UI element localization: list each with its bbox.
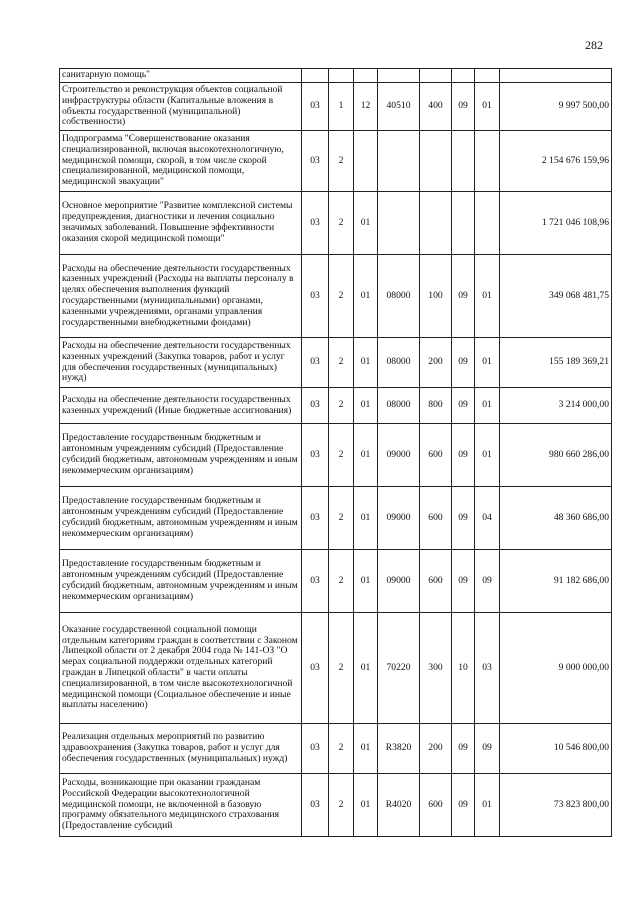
expense-type-code: 600 — [420, 424, 452, 487]
row-amount — [500, 69, 612, 83]
row-amount: 1 721 046 108,96 — [500, 192, 612, 255]
subsection-code: 03 — [475, 613, 500, 724]
section-code: 09 — [452, 724, 475, 774]
subsection-code: 01 — [475, 424, 500, 487]
row-amount: 3 214 000,00 — [500, 388, 612, 424]
subsection-code: 09 — [475, 550, 500, 613]
expense-type-code: 600 — [420, 550, 452, 613]
subsection-code: 01 — [475, 255, 500, 338]
event-code: 01 — [354, 724, 378, 774]
event-code: 01 — [354, 255, 378, 338]
row-description: Оказание государственной социальной помощи отдельным категориям граждан в соответствии с Законом Липецкой области от 2 декабря 2004 года № 141-ОЗ "О мерах социальной поддержки отдельных категорий граждан в Липецкой области" в части оплаты специализированной, в том числе высокотехнологичной медицинской помощи (Социальное обеспечение и иные выплаты населению) — [60, 613, 302, 724]
section-code: 09 — [452, 550, 475, 613]
direction-code — [378, 69, 420, 83]
row-amount: 48 360 686,00 — [500, 487, 612, 550]
row-description: Расходы на обеспечение деятельности государственных казенных учреждений (Расходы на выплаты персоналу в целях обеспечения выполнения функций государственными (муниципальными) органами, казенными учреждениями, органами управления государственными внебюджетными фондами) — [60, 255, 302, 338]
direction-code: 09000 — [378, 550, 420, 613]
direction-code: 40510 — [378, 83, 420, 131]
program-code: 03 — [302, 613, 329, 724]
event-code — [354, 69, 378, 83]
event-code: 01 — [354, 487, 378, 550]
program-code: 03 — [302, 424, 329, 487]
page-number: 282 — [585, 38, 603, 52]
program-code: 03 — [302, 83, 329, 131]
row-amount: 91 182 686,00 — [500, 550, 612, 613]
row-amount: 9 997 500,00 — [500, 83, 612, 131]
section-code — [452, 131, 475, 192]
event-code: 01 — [354, 613, 378, 724]
program-code: 03 — [302, 388, 329, 424]
subprogram-code: 2 — [329, 192, 354, 255]
row-description: Основное мероприятие "Развитие комплексной системы предупреждения, диагностики и лечения социально значимых заболеваний. Повышение эффективности оказания скорой медицинской помощи" — [60, 192, 302, 255]
subsection-code: 09 — [475, 724, 500, 774]
section-code: 09 — [452, 487, 475, 550]
expense-type-code: 300 — [420, 613, 452, 724]
section-code: 09 — [452, 774, 475, 837]
table-row — [60, 388, 612, 424]
table-row — [60, 550, 612, 613]
direction-code: 70220 — [378, 613, 420, 724]
section-code — [452, 69, 475, 83]
row-description: Расходы, возникающие при оказании гражданам Российской Федерации высокотехнологичной медицинской помощи, не включенной в базовую программу обязательного медицинского страхования (Предоставление субсидий — [60, 774, 302, 837]
table-row — [60, 131, 612, 192]
program-code: 03 — [302, 338, 329, 388]
event-code: 01 — [354, 338, 378, 388]
row-amount: 980 660 286,00 — [500, 424, 612, 487]
table-row — [60, 255, 612, 338]
direction-code: 08000 — [378, 255, 420, 338]
table-row — [60, 613, 612, 724]
table-row — [60, 487, 612, 550]
expense-type-code: 600 — [420, 487, 452, 550]
row-amount: 155 189 369,21 — [500, 338, 612, 388]
program-code: 03 — [302, 255, 329, 338]
subprogram-code: 2 — [329, 131, 354, 192]
row-amount: 73 823 800,00 — [500, 774, 612, 837]
program-code: 03 — [302, 774, 329, 837]
table-row — [60, 774, 612, 837]
expense-type-code — [420, 192, 452, 255]
section-code: 09 — [452, 338, 475, 388]
table-row — [60, 338, 612, 388]
program-code: 03 — [302, 192, 329, 255]
subprogram-code: 2 — [329, 388, 354, 424]
table-row — [60, 424, 612, 487]
row-description: Предоставление государственным бюджетным и автономным учреждениям субсидий (Предоставление субсидий бюджетным, автономным учреждениям и иным некоммерческим организациям) — [60, 550, 302, 613]
table-row — [60, 69, 612, 83]
row-description: Строительство и реконструкция объектов социальной инфраструктуры области (Капитальные вложения в объекты государственной (муниципальной) собственности) — [60, 83, 302, 131]
program-code: 03 — [302, 487, 329, 550]
section-code: 09 — [452, 388, 475, 424]
expense-type-code: 100 — [420, 255, 452, 338]
subprogram-code: 2 — [329, 724, 354, 774]
subsection-code: 04 — [475, 487, 500, 550]
table-row — [60, 192, 612, 255]
direction-code: R4020 — [378, 774, 420, 837]
row-amount: 9 000 000,00 — [500, 613, 612, 724]
event-code: 01 — [354, 388, 378, 424]
row-description: санитарную помощь" — [60, 69, 302, 83]
direction-code: 09000 — [378, 487, 420, 550]
program-code: 03 — [302, 550, 329, 613]
event-code: 01 — [354, 550, 378, 613]
subprogram-code: 2 — [329, 613, 354, 724]
expense-type-code — [420, 131, 452, 192]
budget-table — [59, 68, 612, 837]
subsection-code: 01 — [475, 338, 500, 388]
direction-code: 08000 — [378, 388, 420, 424]
event-code: 12 — [354, 83, 378, 131]
subsection-code — [475, 192, 500, 255]
section-code: 10 — [452, 613, 475, 724]
subprogram-code: 2 — [329, 487, 354, 550]
subsection-code — [475, 69, 500, 83]
row-amount: 349 068 481,75 — [500, 255, 612, 338]
expense-type-code: 200 — [420, 338, 452, 388]
direction-code: 08000 — [378, 338, 420, 388]
row-description: Реализация отдельных мероприятий по развитию здравоохранения (Закупка товаров, работ и услуг для обеспечения государственных (муниципальных) нужд) — [60, 724, 302, 774]
subprogram-code: 2 — [329, 338, 354, 388]
program-code: 03 — [302, 131, 329, 192]
event-code: 01 — [354, 192, 378, 255]
expense-type-code: 600 — [420, 774, 452, 837]
direction-code — [378, 192, 420, 255]
expense-type-code: 200 — [420, 724, 452, 774]
subsection-code — [475, 131, 500, 192]
table-row — [60, 83, 612, 131]
subsection-code: 01 — [475, 83, 500, 131]
expense-type-code: 800 — [420, 388, 452, 424]
direction-code — [378, 131, 420, 192]
direction-code: R3820 — [378, 724, 420, 774]
row-amount: 10 546 800,00 — [500, 724, 612, 774]
row-description: Расходы на обеспечение деятельности государственных казенных учреждений (Иные бюджетные ассигнования) — [60, 388, 302, 424]
row-description: Предоставление государственным бюджетным и автономным учреждениям субсидий (Предоставление субсидий бюджетным, автономным учреждениям и иным некоммерческим организациям) — [60, 487, 302, 550]
event-code: 01 — [354, 774, 378, 837]
section-code — [452, 192, 475, 255]
event-code: 01 — [354, 424, 378, 487]
subprogram-code: 2 — [329, 774, 354, 837]
section-code: 09 — [452, 255, 475, 338]
subprogram-code: 2 — [329, 424, 354, 487]
program-code: 03 — [302, 724, 329, 774]
subprogram-code: 1 — [329, 83, 354, 131]
section-code: 09 — [452, 424, 475, 487]
row-amount: 2 154 676 159,96 — [500, 131, 612, 192]
subsection-code: 01 — [475, 388, 500, 424]
expense-type-code: 400 — [420, 83, 452, 131]
row-description: Подпрограмма "Совершенствование оказания специализированной, включая высокотехнологичную, медицинской помощи, скорой, в том числе скорой специализированной, медицинской помощи, медицинской эвакуации" — [60, 131, 302, 192]
section-code: 09 — [452, 83, 475, 131]
event-code — [354, 131, 378, 192]
subprogram-code: 2 — [329, 550, 354, 613]
row-description: Расходы на обеспечение деятельности государственных казенных учреждений (Закупка товаров, работ и услуг для обеспечения государственных (муниципальных) нужд) — [60, 338, 302, 388]
subprogram-code: 2 — [329, 255, 354, 338]
direction-code: 09000 — [378, 424, 420, 487]
subprogram-code — [329, 69, 354, 83]
table-row — [60, 724, 612, 774]
expense-type-code — [420, 69, 452, 83]
subsection-code: 01 — [475, 774, 500, 837]
row-description: Предоставление государственным бюджетным и автономным учреждениям субсидий (Предоставление субсидий бюджетным, автономным учреждениям и иным некоммерческим организациям) — [60, 424, 302, 487]
program-code — [302, 69, 329, 83]
